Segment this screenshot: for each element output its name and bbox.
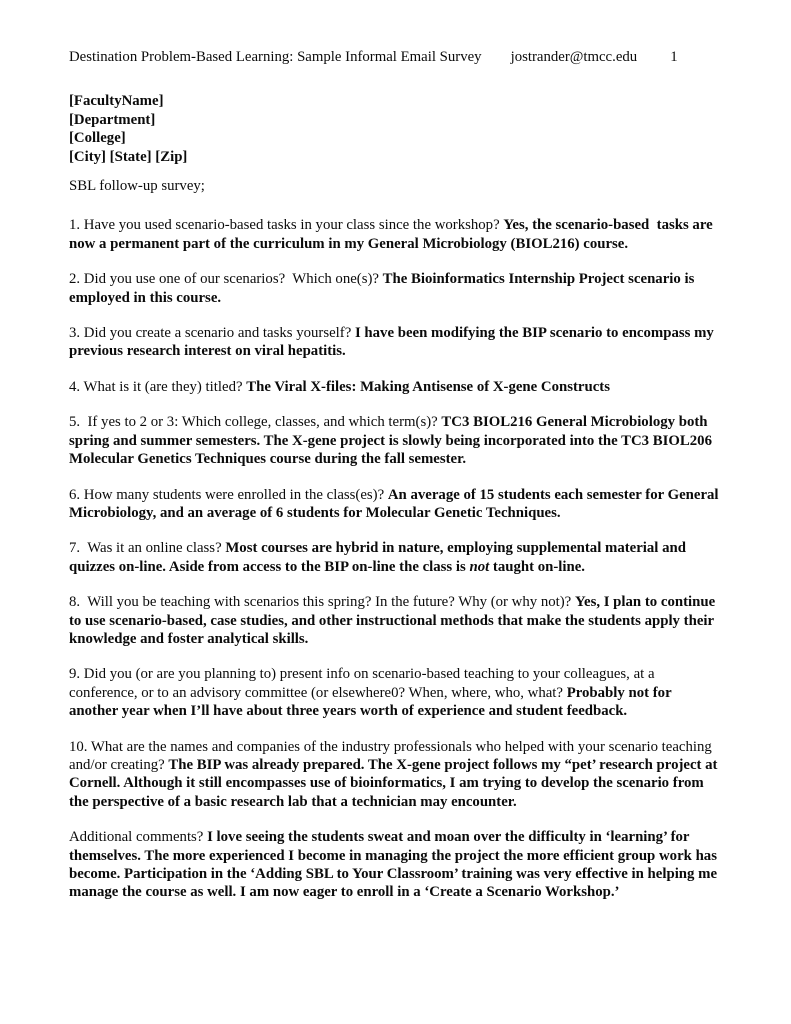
question-text: 5. If yes to 2 or 3: Which college, classes, and which term(s)?: [69, 414, 442, 431]
question-text: Additional comments?: [69, 829, 208, 846]
answer-text: Most courses are hybrid in nature, employing supplemental material and quizzes on-line. Aside from access to the BIP on-line the class is: [69, 540, 690, 575]
answer-text: Yes, I plan to continue to use scenario-based, case studies, and other instructional methods that make the students apply their knowledge and foster analytical skills.: [69, 594, 719, 647]
address-line-city-state-zip: [City] [State] [Zip]: [69, 148, 188, 165]
question-text: 8. Will you be teaching with scenarios this spring? In the future? Why (or why not)?: [69, 594, 575, 611]
question-paragraph-9: [69, 665, 722, 720]
answer-text: Yes, the scenario-based tasks are now a permanent part of the curriculum in my General Microbiology (BIOL216) course.: [69, 217, 717, 252]
answer-text: I love seeing the students sweat and moan over the difficulty in ‘learning’ for themselves. The more experienced I become in managing the project the more efficient group work has become. Participation in the ‘Adding SBL to Your Classroom’ training was very effective in helping me manage the course as well. I am now eager to enroll in a ‘Create a Scenario Workshop.’: [69, 829, 721, 901]
question-text: 1. Have you used scenario-based tasks in your class since the workshop?: [69, 217, 504, 234]
question-paragraph-7: [69, 539, 722, 576]
question-paragraph-10: [69, 738, 722, 812]
author-email: jostrander@tmcc.edu: [510, 49, 638, 65]
question-paragraph-5: [69, 413, 722, 468]
question-paragraph-3: [69, 324, 722, 361]
question-paragraph-4: [69, 378, 722, 396]
address-line-faculty-name: [FacultyName]: [69, 93, 164, 110]
document-title: Destination Problem-Based Learning: Sample Informal Email Survey: [69, 49, 482, 65]
question-text: 6. How many students were enrolled in the class(es)?: [69, 486, 388, 503]
question-text: 9. Did you (or are you planning to) present info on scenario-based teaching to your colleagues, at a conference, or to an advisory committee (or elsewhere0? When, where, who, what?: [69, 666, 659, 701]
address-line-department: [Department]: [69, 111, 156, 128]
intro-line: SBL follow-up survey;: [69, 178, 205, 195]
page-header: [69, 48, 722, 66]
answer-text: I have been modifying the BIP scenario to encompass my previous research interest on viral hepatitis.: [69, 325, 718, 360]
answer-text-after: taught on-line.: [489, 558, 586, 575]
answer-text: TC3 BIOL216 General Microbiology both spring and summer semesters. The X-gene project is slowly being incorporated into the TC3 BIOL206 Molecular Genetics Techniques course during the fall semester.: [69, 414, 716, 468]
answer-text: Probably not for another year when I’ll have about three years worth of experience and student feedback.: [69, 684, 676, 720]
address-block: [69, 92, 722, 166]
answer-text: The Bioinformatics Internship Project scenario is employed in this course.: [69, 271, 699, 306]
answer-italic-word: not: [469, 558, 490, 575]
address-line-college: [College]: [69, 130, 126, 147]
answer-text: An average of 15 students each semester for General Microbiology, and an average of 6 students for Molecular Genetic Techniques.: [69, 486, 723, 521]
additional-comments-paragraph: [69, 828, 722, 902]
question-text: 10. What are the names and companies of the industry professionals who helped with your scenario teaching and/or creating?: [69, 738, 716, 773]
question-text: 2. Did you use one of our scenarios? Which one(s)?: [69, 271, 383, 288]
question-paragraph-2: [69, 270, 722, 307]
question-paragraph-6: [69, 486, 722, 523]
answer-text: The Viral X-files: Making Antisense of X-gene Constructs: [246, 378, 610, 395]
answer-text: The BIP was already prepared. The X-gene project follows my “pet’ research project at Cornell. Although it still encompasses use of bioinformatics, I am trying to develop the scenario from the perspective of a basic research lab that a technician may encounter.: [69, 756, 722, 810]
page-number: 1: [670, 49, 678, 65]
question-paragraph-1: [69, 216, 722, 253]
question-text: 4. What is it (are they) titled?: [69, 378, 247, 395]
question-text: 3. Did you create a scenario and tasks yourself?: [69, 325, 355, 342]
question-text: 7. Was it an online class?: [69, 540, 226, 557]
question-paragraph-8: [69, 593, 722, 648]
